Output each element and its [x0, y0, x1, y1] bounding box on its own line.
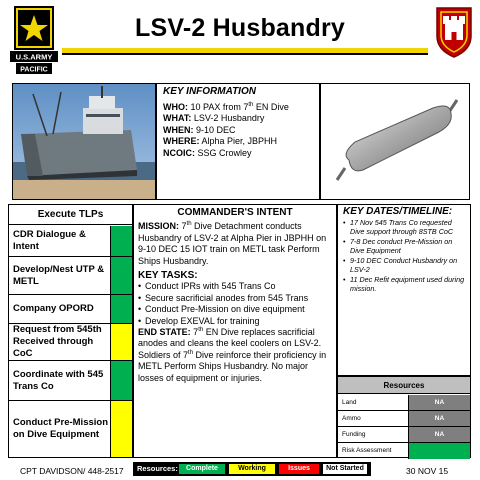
key-dates-list	[343, 218, 465, 293]
page-title: LSV-2 Husbandry	[135, 14, 345, 42]
tlp-status-indicator	[110, 257, 132, 294]
resource-row-ammo	[338, 411, 470, 427]
key-date-item: • 17 Nov 545 Trans Co requested Dive support through 8STB CoC	[343, 218, 465, 236]
end-state-sup-2: th	[188, 349, 194, 356]
tlp-row-coordinate-545	[9, 361, 132, 401]
key-date-item: • 7-8 Dec conduct Pre-Mission on Dive Equipment	[343, 237, 465, 255]
resource-value: NA	[408, 427, 470, 442]
tlp-status-indicator	[110, 361, 132, 400]
resource-label: Land	[342, 399, 357, 406]
key-dates-panel	[337, 204, 471, 376]
tlp-row-request-545th	[9, 324, 132, 361]
legend-complete: Complete	[179, 464, 225, 474]
end-state-label: END STATE:	[138, 327, 191, 338]
legend-issues: Issues	[279, 464, 319, 474]
tlp-status-indicator	[110, 226, 132, 256]
tlp-label: Conduct Pre-Mission on Dive Equipment	[13, 417, 109, 440]
where-value: Alpha Pier, JBPHH	[199, 136, 278, 147]
footer-date: 30 NOV 15	[406, 466, 449, 476]
who-line	[163, 102, 313, 114]
key-information-heading: KEY INFORMATION	[163, 86, 256, 97]
ncoic-line	[163, 148, 313, 160]
end-state-text-b: EN Dive replaces sacrificial anodes and cleans the keel coolers on LSV-2. Soldiers of 7	[138, 327, 322, 360]
key-information-panel	[156, 83, 320, 200]
who-label: WHO:	[163, 101, 188, 112]
key-tasks-list	[138, 281, 332, 327]
key-date-item: • 11 Dec Refit equipment used during mission.	[343, 275, 465, 293]
tlp-label: Company OPORD	[13, 303, 94, 314]
tlp-status-indicator	[110, 295, 132, 323]
where-label: WHERE:	[163, 136, 200, 147]
commanders-intent-panel	[133, 204, 337, 458]
tlp-row-pre-mission	[9, 401, 132, 457]
what-label: WHAT:	[163, 113, 192, 124]
who-value-b: EN Dive	[253, 101, 289, 112]
engineer-castle-shield-icon	[434, 6, 474, 58]
resources-table	[337, 376, 471, 458]
mission-statement	[138, 221, 332, 267]
legend-title: Resources:	[137, 464, 178, 473]
end-state-text-c: Dive reinforce their proficiency in METL Perform Ships Husbandry. No major losses of equipment or injuries.	[138, 349, 327, 383]
key-dates-heading: KEY DATES/TIMELINE:	[343, 206, 453, 217]
anode-image	[320, 83, 470, 200]
resource-row-risk-assessment	[338, 443, 470, 459]
when-value: 9-10 DEC	[193, 124, 236, 135]
tlp-label: Request from 545th Received through CoC	[13, 324, 102, 359]
tlp-row-develop-utp	[9, 257, 132, 295]
key-task-item: • Conduct IPRs with 545 Trans Co	[138, 281, 332, 292]
key-task-item: • Secure sacrificial anodes from 545 Trans	[138, 293, 332, 304]
resource-value: NA	[408, 395, 470, 410]
end-state-statement	[138, 327, 332, 384]
key-task-item: • Develop EXEVAL for training	[138, 316, 332, 327]
who-sup: th	[248, 101, 254, 108]
mission-text-b: Dive Detachment conducts Husbandry of LSV-2 at Alpha Pier in JBPHH on 9-10 DEC 15 IOT train on METL task Perform Ships Husbandry.	[138, 221, 327, 266]
execute-tlps-panel	[8, 204, 133, 458]
logo-text-pacific: PACIFIC	[20, 66, 48, 74]
what-line	[163, 113, 313, 125]
tlp-label: Coordinate with 545 Trans Co	[13, 368, 104, 392]
tlp-label: CDR Dialogue & Intent	[13, 229, 86, 252]
resource-row-land	[338, 395, 470, 411]
tlp-row-company-opord	[9, 295, 132, 324]
key-date-item: • 9-10 DEC Conduct Husbandry on LSV-2	[343, 256, 465, 274]
tlp-status-indicator	[110, 324, 132, 360]
resource-label: Funding	[342, 431, 366, 438]
logo-text-army: U.S.ARMY	[15, 52, 53, 62]
tlp-row-cdr-dialogue	[9, 226, 132, 257]
resource-row-funding	[338, 427, 470, 443]
mission-text-a: 7	[179, 221, 187, 232]
ncoic-label: NCOIC:	[163, 147, 195, 158]
tlp-label: Develop/Nest UTP & METL	[13, 263, 105, 287]
mission-label: MISSION:	[138, 221, 180, 232]
status-legend	[133, 462, 371, 476]
resource-value: NA	[408, 411, 470, 426]
who-value-a: 10 PAX from 7	[188, 101, 249, 112]
when-line	[163, 125, 313, 137]
when-label: WHEN:	[163, 124, 194, 135]
resource-label: Risk Assessment	[342, 447, 392, 454]
end-state-text-a: 7	[190, 327, 199, 338]
tlp-status-indicator	[110, 401, 132, 457]
what-value: LSV-2 Husbandry	[191, 113, 265, 124]
commanders-intent-heading: COMMANDER'S INTENT	[177, 207, 293, 218]
resources-heading: Resources	[338, 377, 470, 394]
where-line	[163, 136, 313, 148]
mission-sup: th	[186, 221, 192, 228]
execute-tlps-heading: Execute TLPs	[9, 205, 132, 225]
end-state-sup-1: th	[198, 327, 204, 334]
legend-not-started: Not Started	[323, 464, 367, 474]
legend-working: Working	[229, 464, 275, 474]
title-rule-black	[62, 53, 428, 55]
footer-contact: CPT DAVIDSON/ 448-2517	[20, 466, 124, 476]
resource-value	[408, 443, 470, 459]
resource-label: Ammo	[342, 415, 361, 422]
ncoic-value: SSG Crowley	[195, 147, 252, 158]
vessel-photo	[12, 83, 156, 200]
key-tasks-heading: KEY TASKS:	[138, 270, 198, 282]
key-task-item: • Conduct Pre-Mission on dive equipment	[138, 304, 332, 315]
